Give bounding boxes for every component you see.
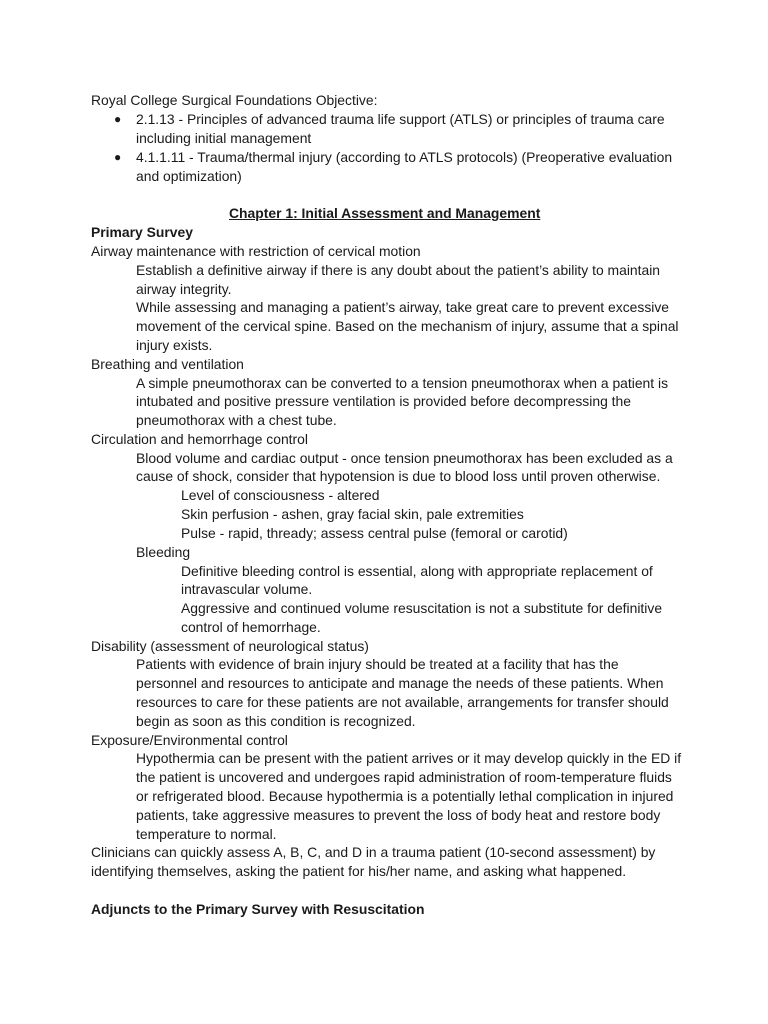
disability-para1-line-3: resources to care for these patients are not available, arrangements for transfer should <box>136 694 669 710</box>
airway-para2-line-3: injury exists. <box>136 337 213 353</box>
summary-line-1: Clinicians can quickly assess A, B, C, and D in a trauma patient (10-second assessment) by <box>91 844 656 860</box>
summary-line-2: identifying themselves, asking the patient for his/her name, and asking what happened. <box>91 863 627 879</box>
disability-heading: Disability (assessment of neurological status) <box>91 638 369 654</box>
circulation-sign-1: Level of consciousness - altered <box>181 487 380 503</box>
breathing-heading: Breathing and ventilation <box>91 356 244 372</box>
circulation-para1-line-1: Blood volume and cardiac output - once tension pneumothorax has been excluded as a <box>136 450 673 466</box>
airway-para2-line-1: While assessing and managing a patient’s airway, take great care to prevent excessive <box>136 299 670 315</box>
disability-para1-line-1: Patients with evidence of brain injury should be treated at a facility that has the <box>136 656 619 672</box>
exposure-para1-line-4: patients, take aggressive measures to prevent the loss of body heat and restore body <box>136 807 661 823</box>
bleeding-para2-line-2: control of hemorrhage. <box>181 619 321 635</box>
objective-heading: Royal College Surgical Foundations Objective: <box>91 92 378 108</box>
airway-para2-line-2: movement of the cervical spine. Based on the mechanism of injury, assume that a spinal <box>136 318 679 334</box>
objective-bullet-1-line-2: including initial management <box>136 130 312 146</box>
objective-bullet-2-line-1: 4.1.1.11 - Trauma/thermal injury (according to ATLS protocols) (Preoperative evaluation <box>136 149 673 165</box>
circulation-para1-line-2: cause of shock, consider that hypotension is due to blood loss until proven otherwise. <box>136 468 661 484</box>
bleeding-para2-line-1: Aggressive and continued volume resuscitation is not a substitute for definitive <box>181 600 663 616</box>
objective-bullet-2-line-2: and optimization) <box>136 168 242 184</box>
objective-bullet-1-line-1: 2.1.13 - Principles of advanced trauma life support (ATLS) or principles of trauma care <box>136 111 665 127</box>
breathing-para1-line-2: intubated and positive pressure ventilation is provided before decompressing the <box>136 393 631 409</box>
bullet-dot-icon: ● <box>114 150 122 164</box>
chapter-title: Chapter 1: Initial Assessment and Management <box>229 205 541 221</box>
breathing-para1-line-3: pneumothorax with a chest tube. <box>136 412 337 428</box>
exposure-para1-line-2: the patient is uncovered and undergoes rapid administration of room-temperature fluids <box>136 769 672 785</box>
circulation-heading: Circulation and hemorrhage control <box>91 431 308 447</box>
bullet-dot-icon: ● <box>114 112 122 126</box>
circulation-sign-3: Pulse - rapid, thready; assess central pulse (femoral or carotid) <box>181 525 568 541</box>
airway-para1-line-1: Establish a definitive airway if there is any doubt about the patient’s ability to maintain <box>136 262 661 278</box>
exposure-para1-line-3: or refrigerated blood. Because hypothermia is a potentially lethal complication in injured <box>136 788 674 804</box>
adjuncts-heading: Adjuncts to the Primary Survey with Resuscitation <box>91 901 425 917</box>
circulation-sign-2: Skin perfusion - ashen, gray facial skin, pale extremities <box>181 506 524 522</box>
exposure-heading: Exposure/Environmental control <box>91 732 288 748</box>
breathing-para1-line-1: A simple pneumothorax can be converted to a tension pneumothorax when a patient is <box>136 375 669 391</box>
exposure-para1-line-1: Hypothermia can be present with the patient arrives or it may develop quickly in the ED if <box>136 750 682 766</box>
primary-survey-heading: Primary Survey <box>91 224 193 240</box>
bleeding-heading: Bleeding <box>136 544 191 560</box>
bleeding-para1-line-2: intravascular volume. <box>181 581 313 597</box>
bleeding-para1-line-1: Definitive bleeding control is essential, along with appropriate replacement of <box>181 563 653 579</box>
disability-para1-line-4: begin as soon as this condition is recognized. <box>136 713 416 729</box>
exposure-para1-line-5: temperature to normal. <box>136 826 277 842</box>
airway-para1-line-2: airway integrity. <box>136 281 232 297</box>
disability-para1-line-2: personnel and resources to anticipate and manage the needs of these patients. When <box>136 675 664 691</box>
airway-heading: Airway maintenance with restriction of cervical motion <box>91 243 421 259</box>
